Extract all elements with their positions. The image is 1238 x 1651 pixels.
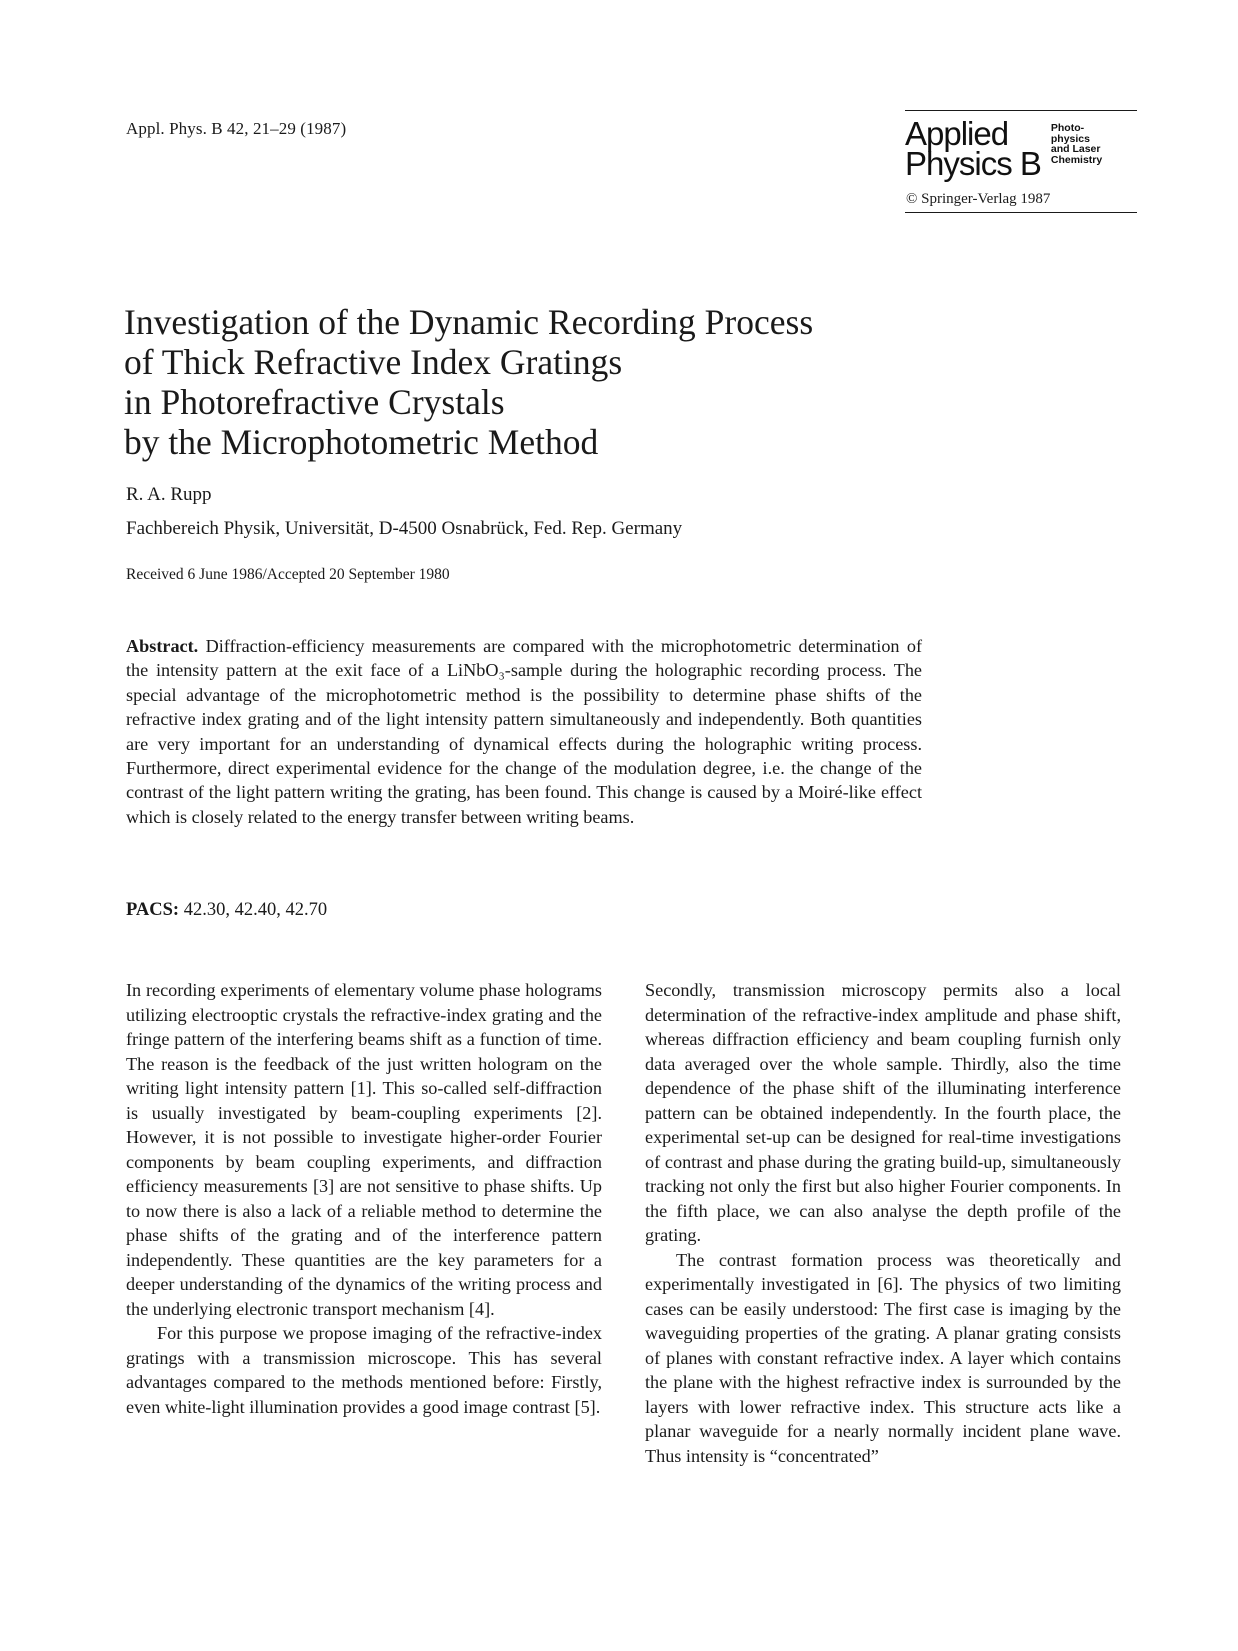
author-name: R. A. Rupp: [126, 484, 212, 505]
abstract-text: Diffraction-efficiency measurements are compared with the microphotometric determination of the intensity pattern at the exit face of a LiNbO₃-sample during the holographic recording process. The special advantage of the microphotometric method is the possibility to determine phase shifts of the refractive index grating and of the light intensity pattern simultaneously and independently. Both quantities are very important for an understanding of dynamical effects during the holographic writing process. Furthermore, direct experimental evidence for the change of the modulation degree, i.e. the change of the contrast of the light pattern writing the grating, has been found. This change is caused by a Moiré-like effect which is closely related to the energy transfer between writing beams.: [126, 636, 922, 827]
journal-name-line2: Physics B: [905, 145, 1041, 182]
title-line: Investigation of the Dynamic Recording Process: [124, 302, 814, 342]
body-paragraph: In recording experiments of elementary volume phase holograms utilizing electrooptic crystals the refractive-index grating and the fringe pattern of the interfering beams shift as a function of time. The reason is the feedback of the just written hologram on the writing light intensity pattern [1]. This so-called self-diffraction is usually investigated by beam-coupling experiments [2]. However, it is not possible to investigate higher-order Fourier components by beam coupling experiments, and diffraction efficiency measurements [3] are not sensitive to phase shifts. Up to now there is also a lack of a reliable method to determine the phase shifts of the grating and of the interference pattern independently. These quantities are the key parameters for a deeper understanding of the dynamics of the writing process and the underlying electronic transport mechanism [4].: [126, 980, 602, 1319]
journal-name-line1: Applied: [905, 115, 1009, 152]
abstract-label: Abstract.: [126, 636, 199, 656]
body-paragraph: For this purpose we propose imaging of the refractive-index gratings with a transmission microscope. This has several advantages compared to the methods mentioned before: Firstly, even white-light illumination provides a good image contrast [5].: [126, 1323, 602, 1417]
header-rule-top: [905, 110, 1137, 111]
header-rule-bottom: [905, 212, 1137, 213]
body-paragraph: Secondly, transmission microscopy permits also a local determination of the refractive-index amplitude and phase shift, whereas diffraction efficiency and beam coupling furnish only data averaged over the whole sample. Thirdly, also the time dependence of the phase shift of the illuminating interference pattern can be obtained independently. In the fourth place, the experimental set-up can be designed for real-time investigations of contrast and phase during the grating build-up, simultaneously tracking not only the first but also higher Fourier components. In the fifth place, we can also analyse the depth profile of the grating.: [645, 980, 1121, 1245]
journal-subtitle-line: physics: [1050, 132, 1090, 145]
pacs-text: 42.30, 42.40, 42.70: [183, 900, 328, 920]
journal-name: [905, 115, 1041, 182]
body-column-right: [645, 978, 1121, 1468]
body-column-left: [126, 978, 602, 1419]
journal-citation: Appl. Phys. B 42, 21–29 (1987): [126, 119, 347, 138]
title-line: of Thick Refractive Index Gratings: [124, 342, 623, 382]
body-paragraph: The contrast formation process was theoretically and experimentally investigated in [6]. The physics of two limiting cases can be easily understood: The first case is imaging by the waveguiding properties of the grating. A planar grating consists of planes with constant refractive index. A layer which contains the plane with the highest refractive index is surrounded by the layers with lower refractive index. This structure acts like a planar waveguide for a nearly normally incident plane wave. Thus intensity is “concentrated”: [645, 1249, 1121, 1466]
title-line: in Photorefractive Crystals: [124, 382, 505, 422]
pacs-codes: [126, 900, 327, 921]
journal-subtitle-line: and Laser: [1050, 143, 1101, 155]
paper-title: [124, 302, 944, 462]
author-affiliation: Fachbereich Physik, Universität, D-4500 Osnabrück, Fed. Rep. Germany: [126, 518, 683, 539]
journal-subtitle-line: Photo-: [1050, 122, 1085, 134]
abstract: [126, 634, 922, 829]
journal-subtitle-line: Chemistry: [1050, 153, 1103, 166]
pacs-label: PACS:: [126, 900, 180, 920]
publisher-copyright: © Springer-Verlag 1987: [906, 191, 1051, 207]
journal-subtitle: [1051, 123, 1102, 165]
journal-logo-block: [905, 110, 1137, 213]
received-dates: Received 6 June 1986/Accepted 20 September 1980: [126, 566, 450, 583]
journal-logo: [905, 115, 1137, 182]
title-line: by the Microphotometric Method: [124, 422, 599, 462]
